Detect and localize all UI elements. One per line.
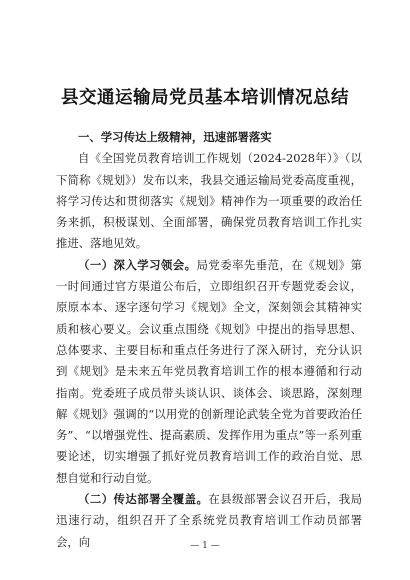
subsection-2-heading: （二）传达部署全覆盖。 — [78, 492, 209, 507]
page-number: — 1 — — [190, 541, 220, 551]
intro-paragraph: 自《全国党员教育培训工作规划（2024-2028年）》（以下简称《规划》）发布以来，我县交通运输局党委高度重视，将学习传达和贯彻落实《规划》精神作为一项重要的政治任务来抓，积极谋划、全面部署，确保党员教育培训工作扎实推进、落地见效。 — [56, 151, 362, 251]
subsection-1-text: 局党委率先垂范，在《规划》第一时间通过官方渠道公布后，立即组织召开专题党委会议，原原本本、逐字逐句学习《规划》全文，深刻领会其精神实质和核心要义。会议重点围绕《规划》中提出的指导思想、总体要求、主要目标和重点任务进行了深入研讨，充分认识到《规划》是未来五年党员教育培训工作的根本遵循和行动指南。党委班子成员带头谈认识、谈体会、谈思路，深刻理解《规划》强调的“以用党的创新理论武装全党为首要政治任务”、“以增强党性、提高素质、发挥作用为重点”等一系列重要论述，切实增强了抓好党员教育培训工作的政治自觉、思想自觉和行动自觉。 — [56, 257, 362, 485]
document-title: 县交通运输局党员基本培训情况总结 — [61, 88, 349, 108]
subsection-1-heading: （一）深入学习领会。 — [78, 257, 197, 272]
subsection-2-text: 在县级部署会议召开后，我局迅速行动，组织召开了全系统党员教育培训工作动员部署会，向 — [56, 492, 362, 549]
subsection-1-paragraph — [56, 255, 362, 489]
section-heading-1: 一、学习传达上级精神，迅速部署落实 — [78, 130, 272, 144]
document-body — [56, 127, 362, 553]
